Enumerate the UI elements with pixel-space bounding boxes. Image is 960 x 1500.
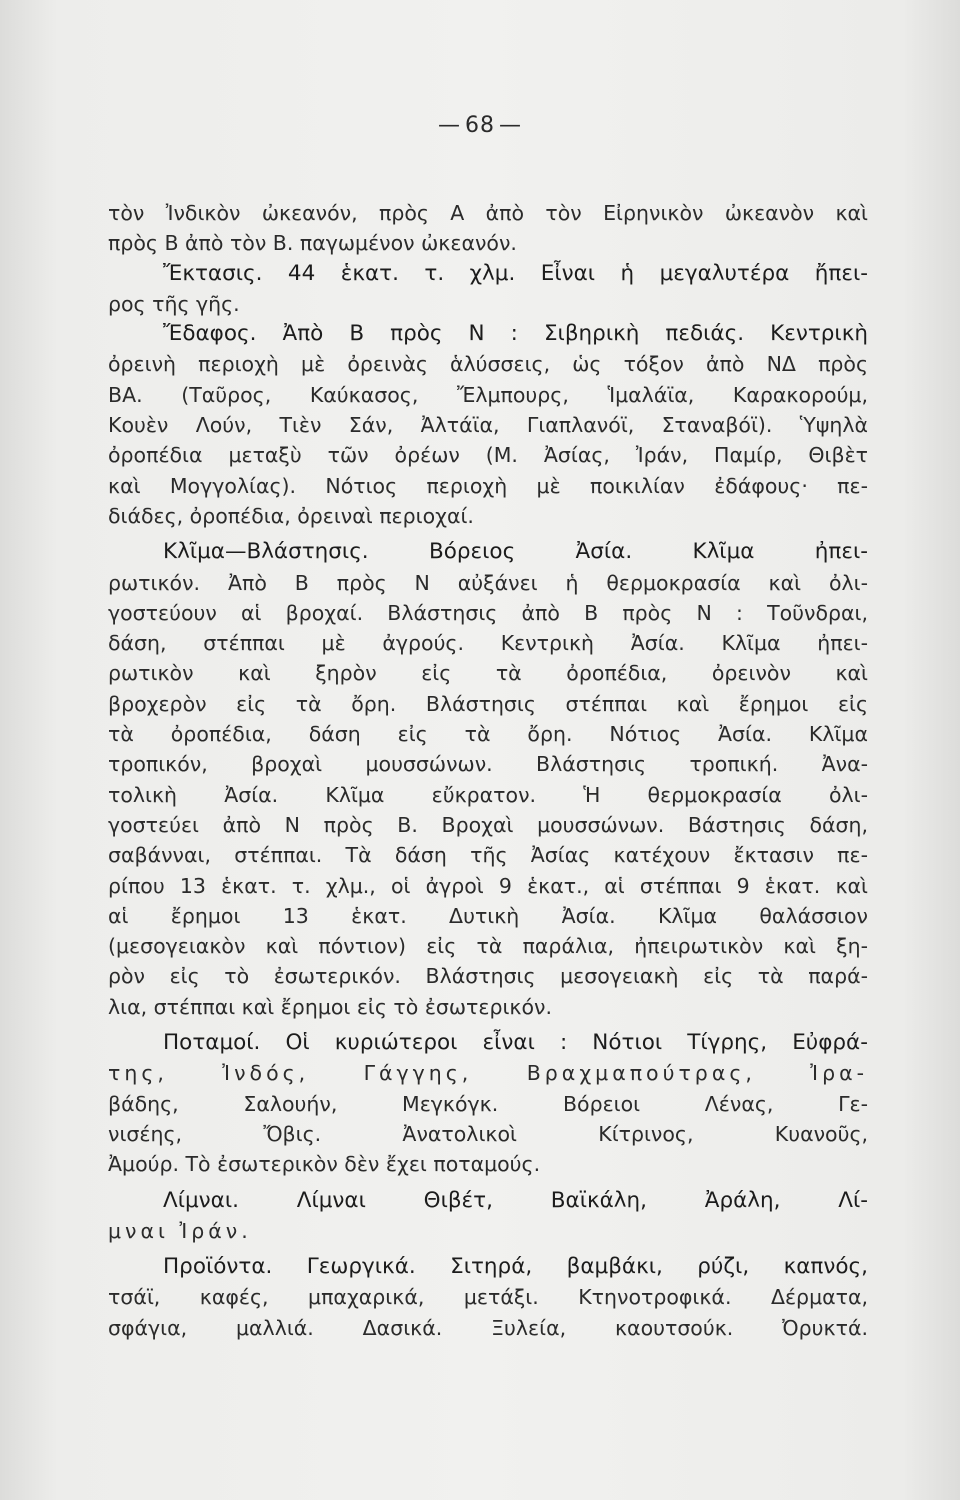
text-line: σφάγια, μαλλιά. Δασικά. Ξυλεία, καουτσούκ. Ὀρυκτά. [108, 1315, 868, 1340]
text-line: καὶ Μογγολίας). Νότιος περιοχὴ μὲ ποικιλίαν ἐδάφους· πε- [108, 473, 868, 498]
text-line: γοστεύουν αἱ βροχαί. Βλάστησις ἀπὸ Β πρὸς Ν : Τοῦνδραι, [108, 600, 868, 625]
text-line: βροχερὸν εἰς τὰ ὄρη. Βλάστησις στέππαι καὶ ἔρημοι εἰς [108, 691, 868, 716]
text-line: τροπικόν, βροχαὶ μουσσώνων. Βλάστησις τροπική. Ἀνα- [108, 752, 868, 777]
text-line: βάδης, Σαλουήν, Μεγκόγκ. Βόρειοι Λένας, Γε- [108, 1091, 868, 1116]
section-klima-line: Κλῖμα—Βλάστησις. Βόρειος Ἀσία. Κλῖμα ἠπει- [163, 539, 868, 565]
text-line: ρος τῆς γῆς. [108, 291, 240, 316]
text-line: λια, στέππαι καὶ ἔρημοι εἰς τὸ ἐσωτερικόν. [108, 994, 553, 1019]
section-ektasis-line: Ἔκτασις. 44 ἑκατ. τ. χλμ. Εἶναι ἡ μεγαλυτέρα ἤπει- [163, 260, 868, 286]
text-line: ρωτικὸν καὶ ξηρὸν εἰς τὰ ὀροπέδια, ὀρεινὸν καὶ [108, 661, 868, 686]
text-line: αἱ ἔρημοι 13 ἑκατ. Δυτικὴ Ἀσία. Κλῖμα θαλάσσιον [108, 903, 868, 928]
text-line: τὰ ὀροπέδια, δάση εἰς τὰ ὄρη. Νότιος Ἀσία. Κλῖμα [108, 722, 868, 747]
page-number-value: 68 [465, 113, 495, 138]
text-line: της, Ἰνδός, Γάγγης, Βραχμαπούτρας, Ἰρα- [108, 1061, 868, 1086]
text-line: Ἀμούρ. Τὸ ἐσωτερικὸν δὲν ἔχει ποταμούς. [108, 1152, 541, 1177]
section-proionta-line: Προϊόντα. Γεωργικά. Σιτηρά, βαμβάκι, ρύζι, καπνός, [163, 1254, 868, 1280]
section-edafos-line: Ἔδαφος. Ἀπὸ Β πρὸς Ν : Σιβηρικὴ πεδιάς. Κεντρικὴ [163, 321, 868, 347]
text-line: τσάϊ, καφές, μπαχαρικά, μετάξι. Κτηνοτροφικά. Δέρματα, [108, 1285, 868, 1310]
text-line: διάδες, ὀροπέδια, ὀρειναὶ περιοχαί. [108, 503, 474, 528]
text-line: γοστεύει ἀπὸ Ν πρὸς Β. Βροχαὶ μουσσώνων. Βάστησις δάση, [108, 812, 868, 837]
text-line: ὀρεινὴ περιοχὴ μὲ ὀρεινὰς ἁλύσσεις, ὡς τόξον ἀπὸ ΝΔ πρὸς [108, 352, 868, 377]
text-line: τολικὴ Ἀσία. Κλῖμα εὔκρατον. Ἡ θερμοκρασία ὀλι- [108, 782, 868, 807]
dash-right: — [499, 113, 522, 138]
text-line: μναι Ἰράν. [108, 1218, 252, 1243]
text-line: πρὸς Β ἀπὸ τὸν Β. παγωμένον ὠκεανόν. [108, 231, 517, 256]
body-text [108, 198, 868, 1343]
section-limnai-line: Λίμναι. Λίμναι Θιβέτ, Βαϊκάλη, Ἀράλη, Λί- [163, 1187, 868, 1213]
text-line: σαβάνναι, στέππαι. Τὰ δάση τῆς Ἀσίας κατέχουν ἔκτασιν πε- [108, 843, 868, 868]
text-line: ρωτικόν. Ἀπὸ Β πρὸς Ν αὐξάνει ἡ θερμοκρασία καὶ ὀλι- [108, 570, 868, 595]
text-line: ρὸν εἰς τὸ ἐσωτερικόν. Βλάστησις μεσογειακὴ εἰς τὰ παρά- [108, 964, 868, 989]
text-line: ὀροπέδια μεταξὺ τῶν ὀρέων (Μ. Ἀσίας, Ἰράν, Παμίρ, Θιβὲτ [108, 443, 868, 468]
section-potamoi-line: Ποταμοί. Οἱ κυριώτεροι εἶναι : Νότιοι Τίγρης, Εὐφρά- [163, 1030, 868, 1056]
text-line: νισέης, Ὄβις. Ἀνατολικοὶ Κίτρινος, Κυανοῦς, [108, 1121, 868, 1146]
text-line: (μεσογειακὸν καὶ πόντιον) εἰς τὰ παράλια, ἠπειρωτικὸν καὶ ξη- [108, 934, 868, 959]
text-line: Κουὲν Λούν, Τιὲν Σάν, Ἀλτάϊα, Γιαπλανόϊ, Σταναβόϊ). Ὑψηλὰ [108, 413, 868, 438]
text-line: ρίπου 13 ἑκατ. τ. χλμ., οἱ ἀγροὶ 9 ἑκατ., αἱ στέππαι 9 ἑκατ. καὶ [108, 873, 868, 898]
page-number [0, 113, 960, 138]
text-line: ΒΑ. (Ταῦρος, Καύκασος, Ἔλμπουρς, Ἱμαλάϊα, Καρακορούμ, [108, 382, 868, 407]
text-line: δάση, στέππαι μὲ ἀγρούς. Κεντρικὴ Ἀσία. Κλῖμα ἠπει- [108, 631, 868, 656]
dash-left: — [438, 113, 461, 138]
text-line: τὸν Ἰνδικὸν ὠκεανόν, πρὸς Α ἀπὸ τὸν Εἰρηνικὸν ὠκεανὸν καὶ [108, 201, 868, 225]
